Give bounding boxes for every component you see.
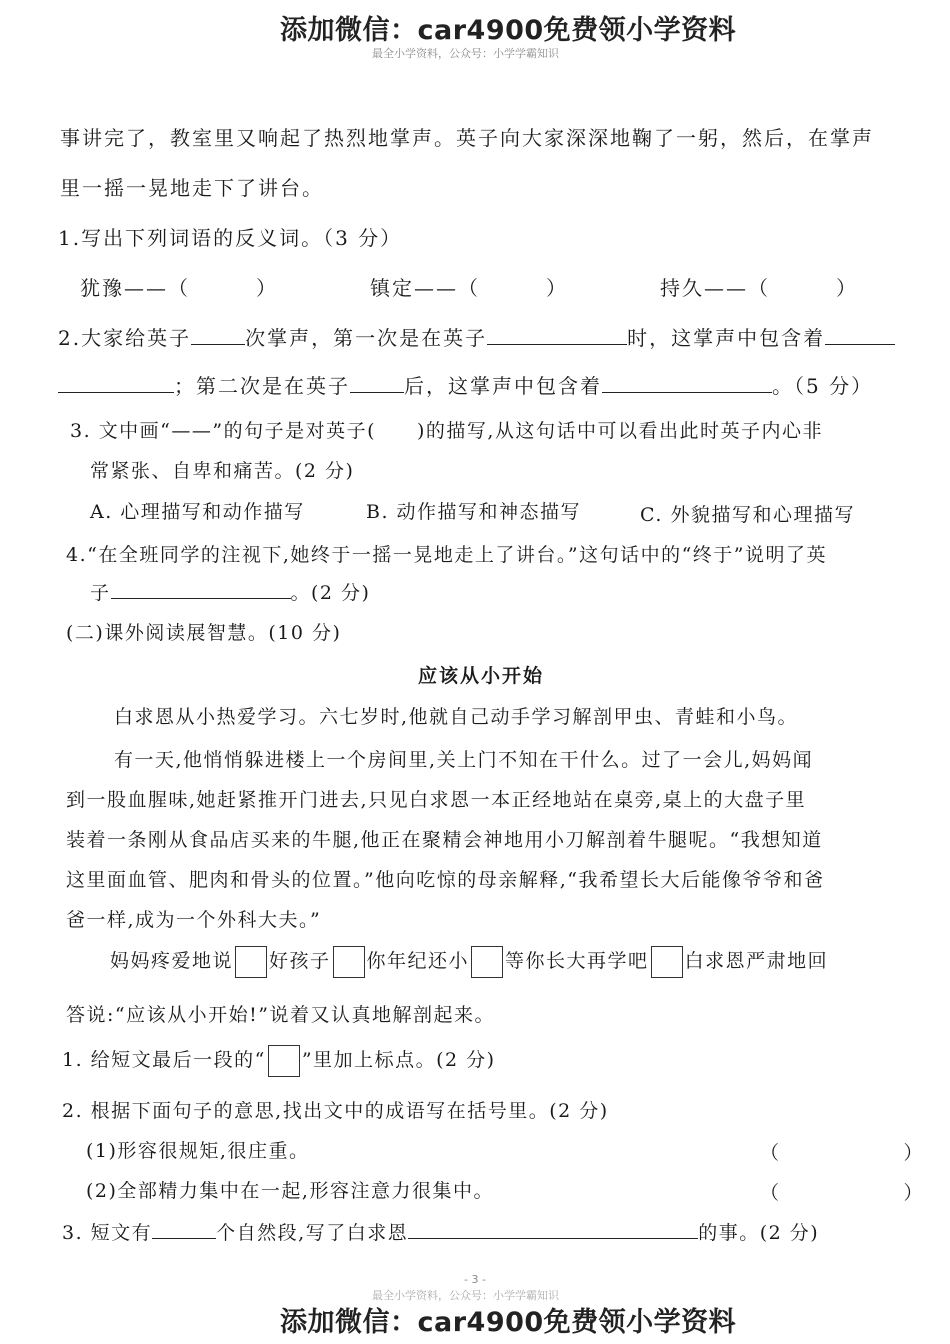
story-line-2: 里一摇一晃地走下了讲台。 bbox=[60, 176, 324, 200]
q4-text-b: 。(2 分) bbox=[290, 582, 371, 604]
rq2-item-1: (1)形容很规矩,很庄重。 bbox=[86, 1140, 310, 1162]
article-p3-line-1 bbox=[110, 946, 828, 978]
rq2-item-2: (2)全部精力集中在一起,形容注意力很集中。 bbox=[86, 1180, 494, 1202]
question-4-line-1: 4.“在全班同学的注视下,她终于一摇一晃地走上了讲台。”这句话中的“终于”说明了英 bbox=[66, 544, 828, 566]
punct-box-4[interactable] bbox=[651, 946, 683, 978]
punct-box-2[interactable] bbox=[333, 946, 365, 978]
question-2-line-2 bbox=[58, 370, 873, 399]
article-paragraph-1: 白求恩从小热爱学习。六七岁时,他就自己动手学习解剖甲虫、青蛙和小鸟。 bbox=[114, 706, 799, 728]
rq1-text-b: ”里加上标点。(2 分) bbox=[301, 1049, 496, 1071]
article-title: 应该从小开始 bbox=[418, 665, 545, 687]
rq2-paren-2[interactable]: （ ） bbox=[760, 1182, 925, 1204]
q3-option-c: C. 外貌描写和心理描写 bbox=[640, 504, 855, 526]
subheader: 最全小学资料，公众号：小学学霸知识 bbox=[372, 47, 559, 60]
punct-box-1[interactable] bbox=[235, 946, 267, 978]
reading-question-1 bbox=[62, 1045, 496, 1077]
q1-item-3: 持久——（ ） bbox=[660, 276, 858, 300]
article-p2-line-3: 装着一条刚从食品店买来的牛腿,他正在聚精会神地用小刀解剖着牛腿呢。“我想知道 bbox=[66, 829, 823, 851]
q2-text-c: 时，这掌声中包含着 bbox=[627, 326, 826, 350]
article-p3-line-2: 答说:“应该从小开始!”说着又认真地解剖起来。 bbox=[66, 1004, 495, 1026]
question-2-line-1 bbox=[58, 322, 895, 351]
rq3-blank-1[interactable] bbox=[152, 1219, 216, 1239]
q4-blank[interactable] bbox=[111, 579, 291, 599]
reading-question-3 bbox=[62, 1218, 819, 1245]
question-3-line-1: 3. 文中画“——”的句子是对英子( )的描写,从这句话中可以看出此时英子内心非 bbox=[70, 420, 823, 442]
q4-text-a: 子 bbox=[90, 582, 111, 604]
p3-seg-3: 你年纪还小 bbox=[366, 950, 470, 972]
q2-blank-5[interactable] bbox=[350, 373, 404, 393]
p3-seg-2: 好孩子 bbox=[269, 950, 331, 972]
footer-note: 最全小学资料，公众号：小学学霸知识 bbox=[372, 1289, 559, 1302]
question-1: 1.写出下列词语的反义词。（3 分） bbox=[58, 226, 403, 250]
rq1-text-a: 1. 给短文最后一段的“ bbox=[62, 1049, 266, 1071]
rq1-box[interactable] bbox=[268, 1045, 300, 1077]
reading-question-2: 2. 根据下面句子的意思,找出文中的成语写在括号里。(2 分) bbox=[62, 1100, 609, 1122]
q2-blank-3[interactable] bbox=[825, 325, 895, 345]
q2-blank-2[interactable] bbox=[487, 325, 627, 345]
page-number: - 3 - bbox=[464, 1273, 486, 1286]
article-p2-line-2: 到一股血腥味,她赶紧推开门进去,只见白求恩一本正经地站在桌旁,桌上的大盘子里 bbox=[66, 789, 807, 811]
p3-seg-5: 白求恩严肃地回 bbox=[684, 950, 829, 972]
rq3-text-c: 的事。(2 分) bbox=[698, 1222, 820, 1244]
q2-blank-6[interactable] bbox=[602, 373, 772, 393]
p3-seg-4: 等你长大再学吧 bbox=[505, 950, 649, 972]
q1-item-2: 镇定——（ ） bbox=[370, 276, 568, 300]
rq3-blank-2[interactable] bbox=[408, 1219, 698, 1239]
q1-item-1: 犹豫——（ ） bbox=[80, 276, 278, 300]
q2-blank-1[interactable] bbox=[191, 325, 245, 345]
q2-text-b: 次掌声，第一次是在英子 bbox=[245, 326, 488, 350]
punct-box-3[interactable] bbox=[471, 946, 503, 978]
watermark-bottom: 添加微信：car4900免费领小学资料 bbox=[280, 1307, 737, 1338]
rq3-text-b: 个自然段,写了白求恩 bbox=[216, 1222, 409, 1244]
article-p2-line-5: 爸一样,成为一个外科大夫。” bbox=[66, 909, 322, 931]
q2-text-a: 2.大家给英子 bbox=[58, 326, 192, 350]
q3-option-a: A. 心理描写和动作描写 bbox=[90, 501, 305, 523]
section-2-heading: (二)课外阅读展智慧。(10 分) bbox=[66, 622, 342, 644]
question-3-line-2: 常紧张、自卑和痛苦。(2 分) bbox=[90, 460, 355, 482]
article-p2-line-1: 有一天,他悄悄躲进楼上一个房间里,关上门不知在干什么。过了一会儿,妈妈闻 bbox=[114, 749, 814, 771]
q2-text-d: ；第二次是在英子 bbox=[174, 374, 350, 398]
question-4-line-2 bbox=[90, 578, 370, 605]
p3-seg-1: 妈妈疼爱地说 bbox=[110, 950, 234, 972]
q2-text-f: 。（5 分） bbox=[772, 374, 874, 398]
q2-text-e: 后，这掌声中包含着 bbox=[404, 374, 602, 398]
q2-blank-4[interactable] bbox=[58, 373, 174, 393]
story-line-1: 事讲完了，教室里又响起了热烈地掌声。英子向大家深深地鞠了一躬，然后，在掌声 bbox=[60, 126, 874, 150]
rq3-text-a: 3. 短文有 bbox=[62, 1222, 153, 1244]
q3-option-b: B. 动作描写和神态描写 bbox=[366, 501, 582, 523]
article-p2-line-4: 这里面血管、肥肉和骨头的位置。”他向吃惊的母亲解释,“我希望长大后能像爷爷和爸 bbox=[66, 869, 825, 891]
rq2-paren-1[interactable]: （ ） bbox=[760, 1142, 925, 1164]
watermark-top: 添加微信：car4900免费领小学资料 bbox=[280, 15, 737, 46]
